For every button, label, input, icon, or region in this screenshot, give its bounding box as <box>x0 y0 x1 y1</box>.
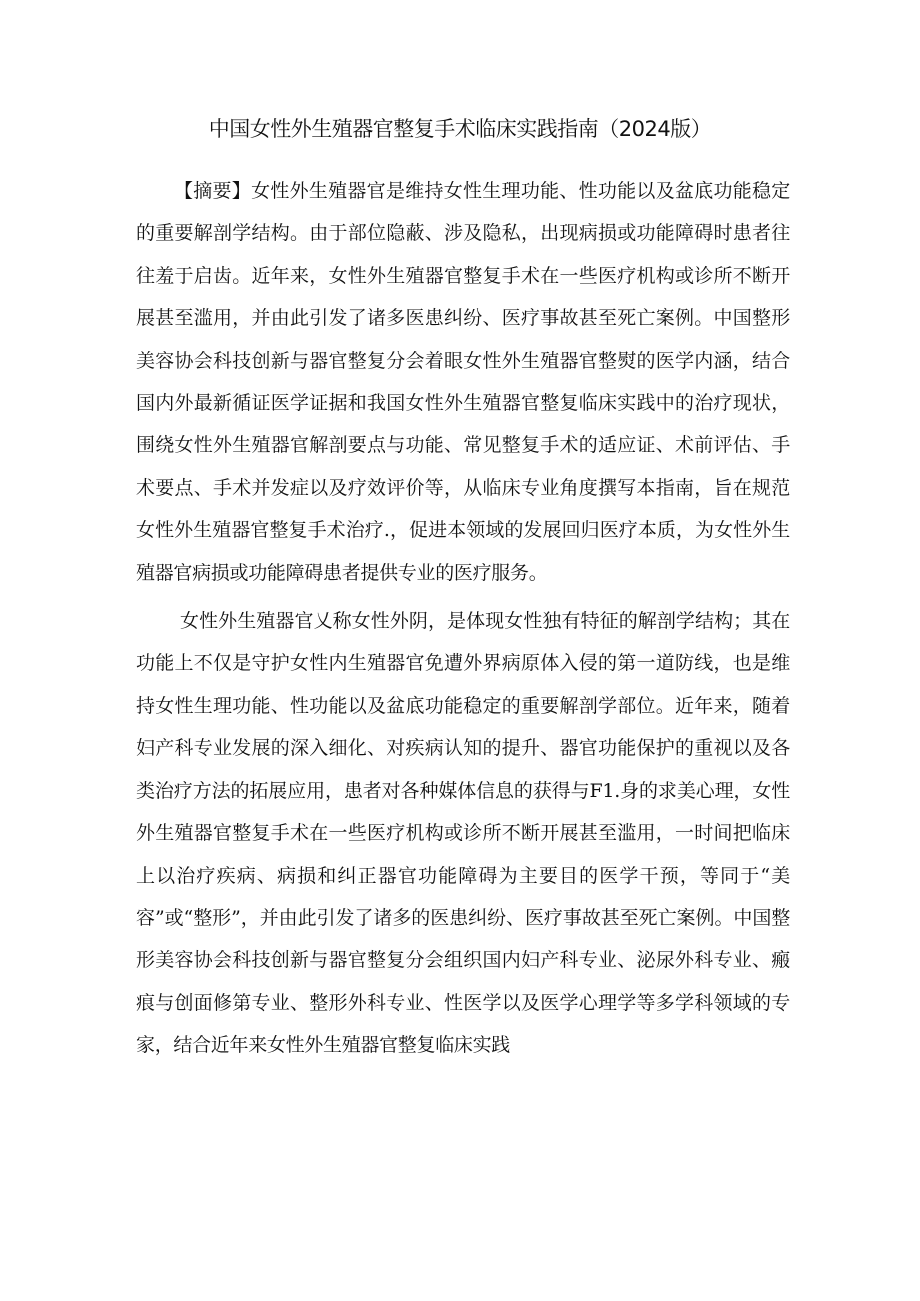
intro-paragraph: 女性外生殖器官乂称女性外阴，是体现女性独有特征的解剖学结构；其在功能上不仅是守护女性内生殖器官免遭外界病原体入侵的第一道防线，也是维持女性生理功能、性功能以及盆底功能稳定的重要解剖学部位。近年来，随着妇产科专业发展的深入细化、对疾病认知的提升、器官功能保护的重视以及各类治疗方法的拓展应用，患者对各种媒体信息的获得与F1.身的求美心理，女性外生殖器官整复手术在一些医疗机构或诊所不断开展甚至滥用，一时间把临床上以治疗疾病、病损和纠正器官功能障碍为主要目的医学干预，等同于“美容”或“整形”，并由此引发了诸多的医患纠纷、医疗事故甚至死亡案例。中国整形美容协会科技创新与器官整复分会组织国内妇产科专业、泌尿外科专业、瘢痕与创面修第专业、整形外科专业、性医学以及医学心理学等多学科领域的专家，结合近年来女性外生殖器官整复临床实践 <box>136 610 790 1057</box>
document-title: 中国女性外生殖器官整复手术临床实践指南（2024版） <box>208 117 712 141</box>
abstract-paragraph: 【摘要】女性外生殖器官是维持女性生理功能、性功能以及盆底功能稳定的重要解剖学结构。由于部位隐蔽、涉及隐私，出现病损或功能障碍时患者往往羞于启齿。近年来，女性外生殖器官整复手术在一些医疗机构或诊所不断开展甚至滥用，并由此引发了诸多医患纠纷、医疗事故甚至死亡案例。中国整形美容协会科技创新与器官整复分会着眼女性外生殖器官整熨的医学内涵，结合国内外最新循证医学证据和我国女性外生殖器官整复临床实践中的治疗现状，围绕女性外生殖器官解剖要点与功能、常见整复手术的适应证、术前评估、手术要点、手术并发症以及疗效评价等，从临床专业角度撰写本指南，旨在规范女性外生殖器官整复手术治疗.，促进本领域的发展回归医疗本质，为女性外生殖器官病损或功能障碍患者提供专业的医疗服务。 <box>136 180 790 584</box>
document-body <box>136 170 790 1067</box>
